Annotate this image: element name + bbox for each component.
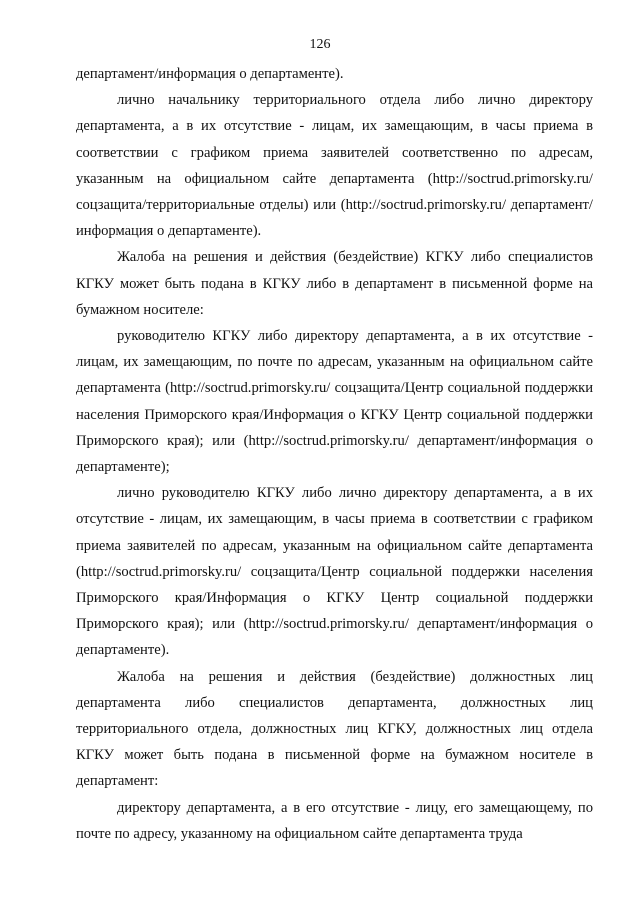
paragraph-kgku-complaint: Жалоба на решения и действия (бездействие) КГКУ либо специалистов КГКУ может быть подана в КГКУ либо в департамент в письменной форме на бумажном носителе:: [76, 249, 593, 318]
paragraph-officials-complaint: Жалоба на решения и действия (бездействие) должностных лиц департамента либо специалистов департамента, должностных лиц территориального отдела, должностных лиц КГКУ, должностных лиц отдела КГКУ может быть подана в письменной форме на бумажном носителе в департамент:: [76, 668, 593, 790]
paragraph-kgku-by-mail: руководителю КГКУ либо директору департамента, а в их отсутствие - лицам, их замещающим, по почте по адресам, указанным на официальном сайте департамента (http://soctrud.primorsky.ru/ соцзащита/Центр социальной поддержки населения Приморского края/Информация о КГКУ Центр социальной поддержки Приморского края); или (http://soctrud.primorsky.ru/ департамент/информация о департаменте);: [76, 328, 593, 476]
paragraph-continuation: департамент/информация о департаменте).: [76, 66, 344, 82]
paragraph-director-by-mail: директору департамента, а в его отсутствие - лицу, его замещающему, по почте по адресу, указанному на официальном сайте департамента труда: [76, 799, 593, 842]
document-body: [76, 61, 593, 847]
paragraph-in-person-territorial: лично начальнику территориального отдела либо лично директору департамента, а в их отсутствие - лицам, их замещающим, в часы приема в соответствии с графиком приема заявителей соответственно по адресам, указанным на официальном сайте департамента (http://soctrud.primorsky.ru/ соцзащита/территориальные отделы) или (http://soctrud.primorsky.ru/ департамент/информация о департаменте).: [76, 92, 593, 240]
paragraph-kgku-in-person: лично руководителю КГКУ либо лично директору департамента, а в их отсутствие - лицам, их замещающим, в часы приема в соответствии с графиком приема заявителей по адресам, указанным на официальном сайте департамента (http://soctrud.primorsky.ru/ соцзащита/Центр социальной поддержки населения Приморского края/Информация о КГКУ Центр социальной поддержки Приморского края); или (http://soctrud.primorsky.ru/ департамент/информация о департаменте).: [76, 485, 593, 659]
page-number: 126: [309, 37, 331, 52]
